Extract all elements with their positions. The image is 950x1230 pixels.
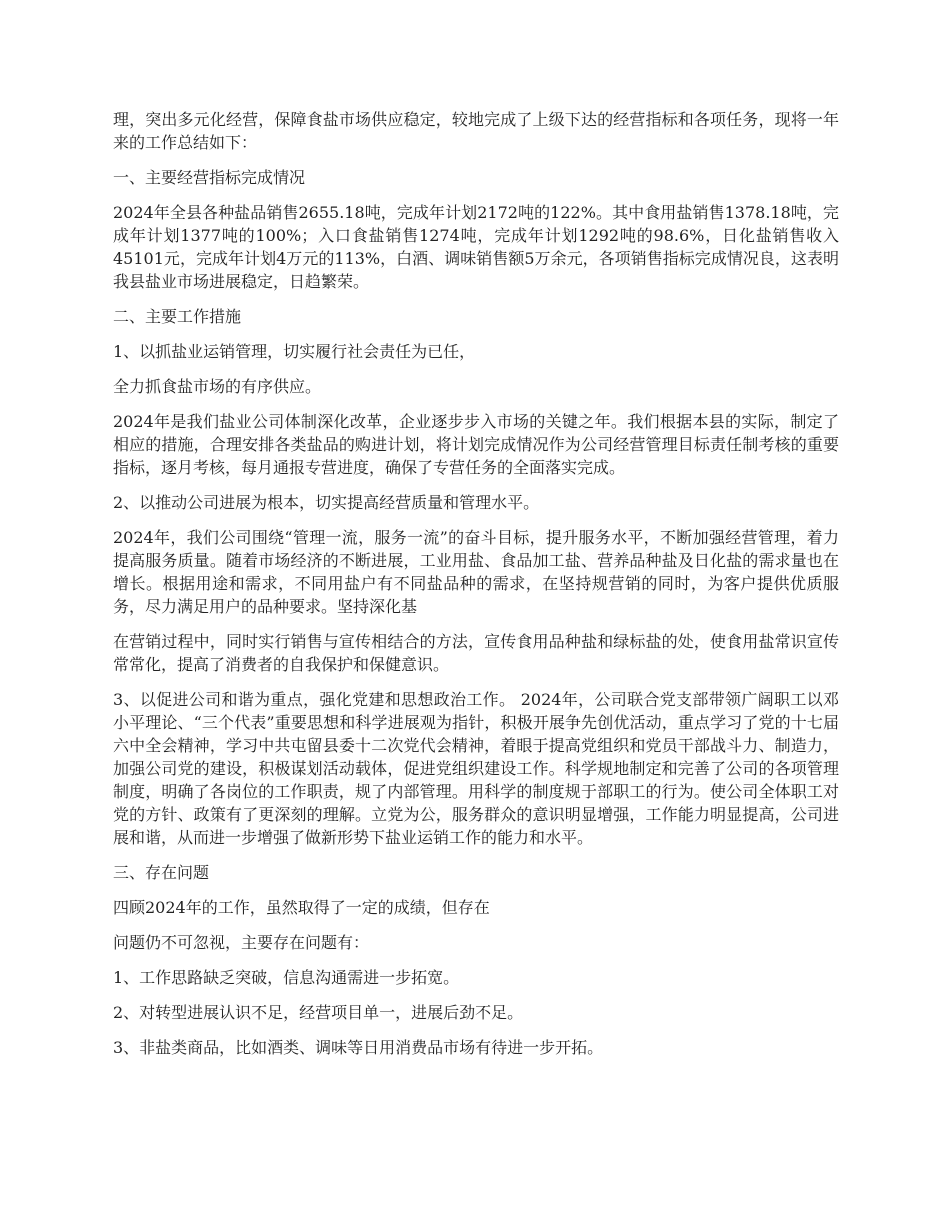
section-heading-problems: 三、存在问题 — [113, 863, 210, 882]
section-heading-indicators: 一、主要经营指标完成情况 — [113, 168, 306, 187]
measure-2-paragraph-continued: 在营销过程中，同时实行销售与宣传相结合的方法，宣传食用品种盐和绿标盐的处，使食用盐常识宣传常常化，提高了消费者的自我保护和保健意识。 — [113, 632, 839, 674]
section-heading-measures: 二、主要工作措施 — [113, 307, 242, 326]
problem-item-1: 1、工作思路缺乏突破，信息沟通需进一步拓宽。 — [113, 968, 460, 987]
measure-2-paragraph: 2024年，我们公司围绕“管理一流，服务一流”的奋斗目标，提升服务水平，不断加强经营管理，着力提高服务质量。随着市场经济的不断进展，工业用盐、食品加工盐、营养品种盐及日化盐的需求量也在增长。根据用途和需求，不同用盐户有不同盐品种的需求，在坚持规营销的同时，为客户提供优质服务，尽力满足用户的品种要求。坚持深化基 — [113, 528, 839, 616]
indicators-paragraph: 2024年全县各种盐品销售2655.18吨，完成年计划2172吨的122%。其中食用盐销售1378.18吨，完成年计划1377吨的100%；入口食盐销售1274吨，完成年计划1292吨的98.6%，日化盐销售收入45101元，完成年计划4万元的113%，白酒、调味销售额5万余元，各项销售指标完成情况良，这表明我县盐业市场进展稳定，日趋繁荣。 — [113, 203, 839, 291]
problem-item-2: 2、对转型进展认识不足，经营项目单一，进展后劲不足。 — [113, 1003, 524, 1022]
intro-paragraph: 理，突出多元化经营，保障食盐市场供应稳定，较地完成了上级下达的经营指标和各项任务，现将一年来的工作总结如下： — [113, 110, 839, 152]
problem-item-3: 3、非盐类商品，比如酒类、调味等日用消费品市场有待进一步开拓。 — [113, 1038, 604, 1057]
measure-1-subheading: 全力抓食盐市场的有序供应。 — [113, 377, 322, 396]
measure-1-heading: 1、以抓盐业运销管理，切实履行社会责任为已任， — [113, 342, 476, 361]
measure-2-heading: 2、以推动公司进展为根本，切实提高经营质量和管理水平。 — [113, 493, 540, 512]
problems-intro-continued: 问题仍不可忽视，主要存在问题有： — [113, 933, 370, 952]
document-body — [113, 108, 839, 1071]
measure-3-paragraph: 3、以促进公司和谐为重点，强化党建和思想政治工作。 2024年，公司联合党支部带领广阔职工以邓小平理论、“三个代表”重要思想和科学进展观为指针，积极开展争先创优活动，重点学习了党的十七届六中全会精神，学习中共屯留县委十二次党代会精神，着眼于提高党组织和党员干部战斗力、制造力，加强公司党的建设，积极谋划活动载体，促进党组织建设工作。科学规地制定和完善了公司的各项管理制度，明确了各岗位的工作职责，规了内部管理。用科学的制度规于部职工的行为。使公司全体职工对党的方针、政策有了更深刻的理解。立党为公，服务群众的意识明显增强，工作能力明显提高，公司进展和谐，从而进一步增强了做新形势下盐业运销工作的能力和水平。 — [113, 690, 839, 847]
measure-1-paragraph: 2024年是我们盐业公司体制深化改革，企业逐步步入市场的关键之年。我们根据本县的实际，制定了相应的措施，合理安排各类盐品的购进计划，将计划完成情况作为公司经营管理目标责任制考核的重要指标，逐月考核，每月通报专营进度，确保了专营任务的全面落实完成。 — [113, 412, 839, 477]
problems-intro: 四顾2024年的工作，虽然取得了一定的成绩，但存在 — [113, 898, 490, 917]
